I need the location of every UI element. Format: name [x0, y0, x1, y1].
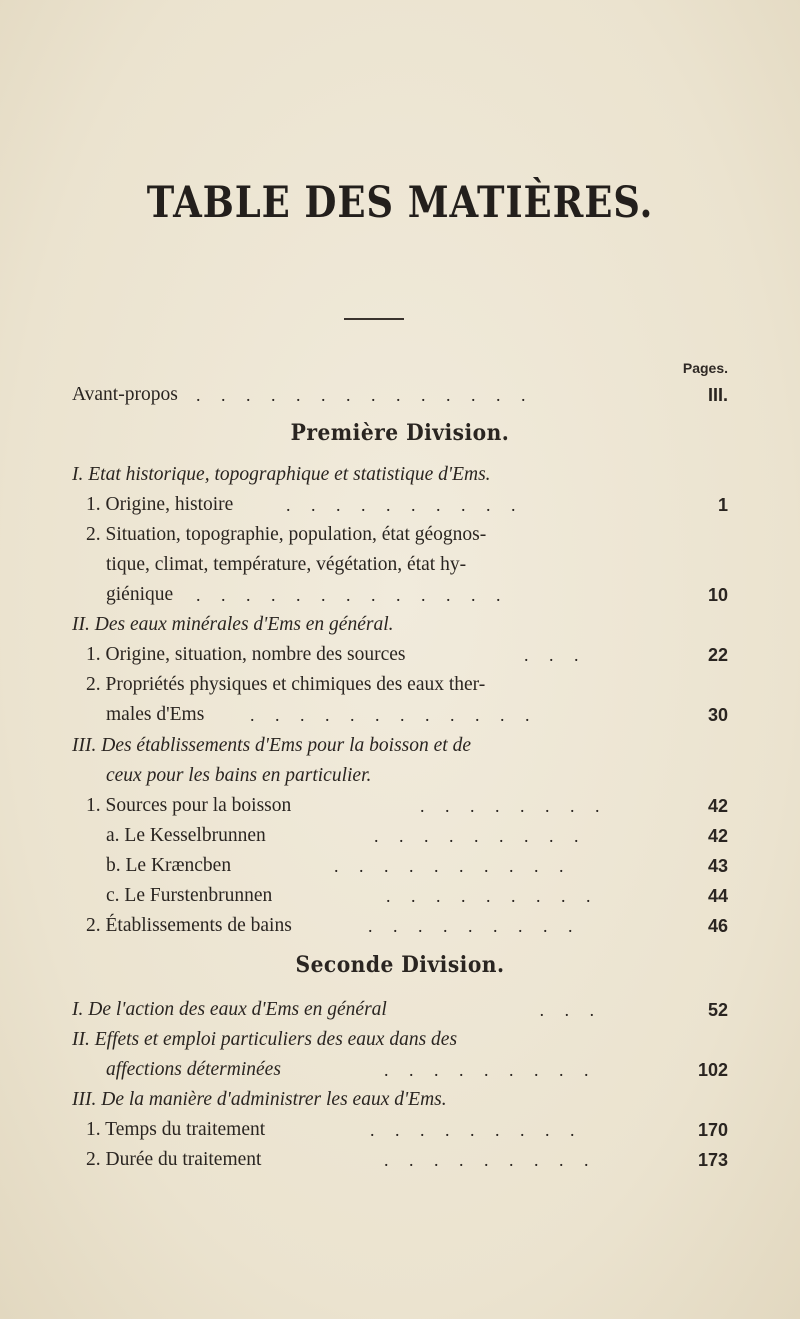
section-title: II. Des eaux minérales d'Ems en général. [72, 614, 394, 635]
dot-leader: . . . . . . . . . . [334, 856, 572, 876]
dot-leader: . . . [524, 645, 587, 665]
toc-entry[interactable]: 2. Durée du traitement . . . . . . . . . 173 [0, 1145, 800, 1175]
toc-entry-continuation: tique, climat, température, végétation, état hy- [106, 554, 467, 575]
toc-entry[interactable]: 1. Origine, histoire . . . . . . . . . . 1 [0, 490, 800, 520]
dot-leader: . . . . . . . . . . . . . . [196, 385, 534, 405]
section-title: III. Des établissements d'Ems pour la boisson et de [72, 735, 471, 756]
section-title-continuation: ceux pour les bains en particulier. [106, 765, 372, 786]
page-title: TABLE DES MATIÈRES. [146, 178, 654, 228]
toc-entry[interactable]: II. Effets et emploi particuliers des eaux dans des [72, 1029, 458, 1050]
dot-leader: . . . . . . . . . [370, 1120, 583, 1140]
toc-entry[interactable]: 2. Propriétés physiques et chimiques des eaux ther- [86, 674, 486, 695]
division-heading-1: Première Division. [290, 420, 510, 446]
toc-entry[interactable]: a. Le Kesselbrunnen . . . . . . . . . 42 [0, 821, 800, 851]
title-rule [344, 318, 404, 320]
toc-entry[interactable]: I. De l'action des eaux d'Ems en général . . . 52 [0, 995, 800, 1025]
dot-leader: . . . [540, 1000, 603, 1020]
dot-leader: . . . . . . . . [420, 796, 608, 816]
toc-entry-continuation: giénique . . . . . . . . . . . . . 10 [0, 580, 800, 610]
section-title: I. Etat historique, topographique et statistique d'Ems. [72, 464, 491, 485]
division-heading-2: Seconde Division. [295, 952, 505, 978]
dot-leader: . . . . . . . . . . . . [250, 705, 538, 725]
dot-leader: . . . . . . . . . [384, 1150, 597, 1170]
dot-leader: . . . . . . . . . [384, 1060, 597, 1080]
toc-entry-continuation: males d'Ems . . . . . . . . . . . . 30 [0, 700, 800, 730]
dot-leader: . . . . . . . . . . [286, 495, 524, 515]
toc-entry[interactable]: b. Le Kræncben . . . . . . . . . . 43 [0, 851, 800, 881]
toc-entry[interactable]: 1. Origine, situation, nombre des sources . . . 22 [0, 640, 800, 670]
toc-entry[interactable]: 1. Temps du traitement . . . . . . . . . 170 [0, 1115, 800, 1145]
toc-entry[interactable]: 1. Sources pour la boisson . . . . . . . . 42 [0, 791, 800, 821]
pages-column-header: Pages. [682, 360, 728, 376]
toc-entry-page: III. [707, 385, 728, 405]
dot-leader: . . . . . . . . . [368, 916, 581, 936]
section-title: III. De la manière d'administrer les eaux d'Ems. [72, 1089, 447, 1110]
toc-entry-continuation: affections déterminées . . . . . . . . . 102 [0, 1055, 800, 1085]
dot-leader: . . . . . . . . . [374, 826, 587, 846]
toc-entry-label: Avant-propos [72, 384, 178, 405]
toc-entry-avant-propos[interactable] [0, 380, 800, 410]
toc-entry[interactable]: c. Le Furstenbrunnen . . . . . . . . . 44 [0, 881, 800, 911]
toc-entry[interactable]: 2. Situation, topographie, population, état géognos- [86, 524, 487, 545]
toc-entry[interactable]: 2. Établissements de bains . . . . . . . . . 46 [0, 911, 800, 941]
dot-leader: . . . . . . . . . . . . . [196, 585, 509, 605]
dot-leader: . . . . . . . . . [386, 886, 599, 906]
